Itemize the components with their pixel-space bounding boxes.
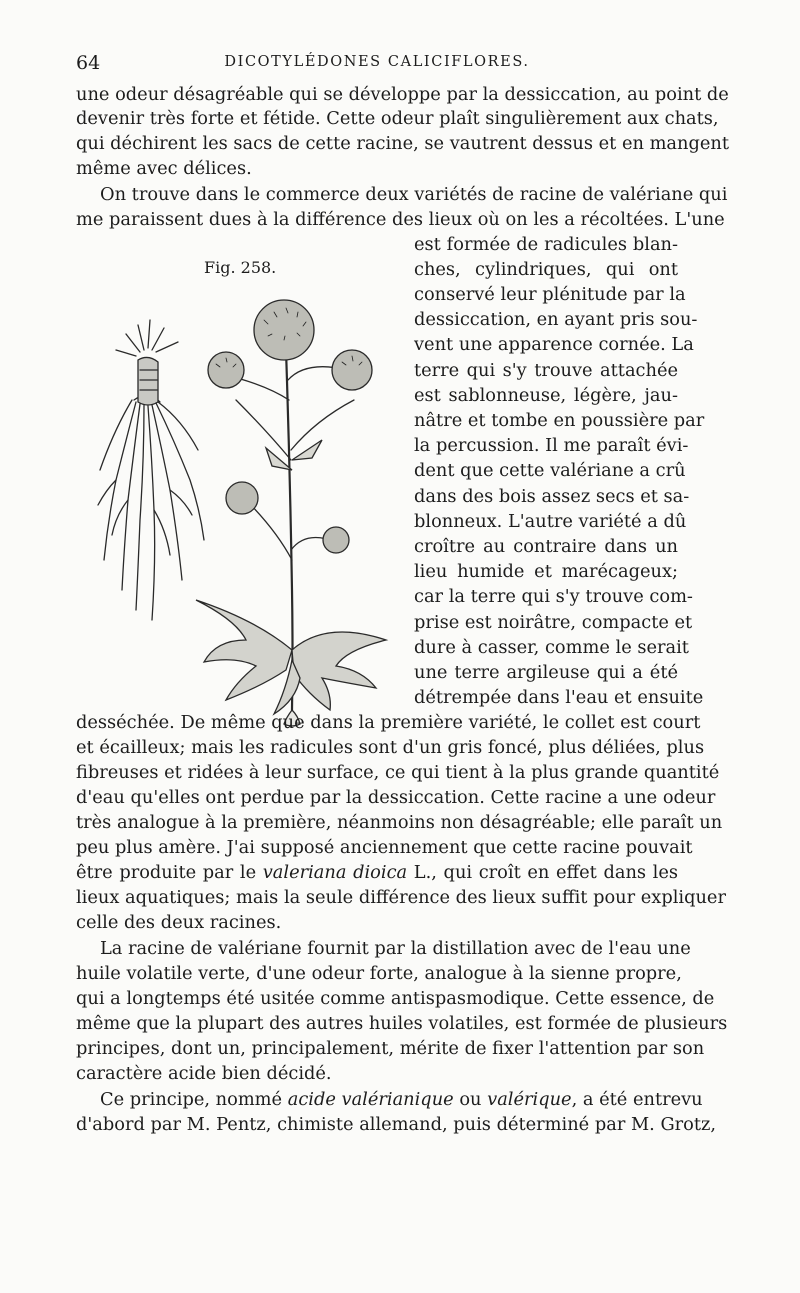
text-line: car la terre qui s'y trouve com- <box>414 586 693 607</box>
text-line: vent une apparence cornée. La <box>414 334 694 355</box>
species-name: valeriana dioica <box>262 862 408 883</box>
text-run: L., qui croît en effet dans les <box>413 862 679 883</box>
acid-name: acide valérianique <box>287 1089 454 1110</box>
figure-caption: Fig. 258. <box>204 258 277 277</box>
text-line: lieu humide et marécageux; <box>414 561 678 582</box>
text-line: celle des deux racines. <box>76 912 282 933</box>
text-line: terre qui s'y trouve attachée <box>414 360 678 381</box>
text-line: dans des bois assez secs et sa- <box>414 486 690 507</box>
page-header <box>76 52 678 76</box>
text-line: conservé leur plénitude par la <box>414 284 686 305</box>
basal-leaves-drawing <box>196 600 386 714</box>
text-line: devenir très forte et fétide. Cette odeur plaît singulièrement aux chats, <box>76 108 719 129</box>
text-line: est sablonneuse, légère, jau- <box>414 385 678 406</box>
text-line: huile volatile verte, d'une odeur forte, analogue à la sienne propre, <box>76 963 682 984</box>
text-line: la percussion. Il me paraît évi- <box>414 435 689 456</box>
text-line <box>100 1088 703 1112</box>
text-line: nâtre et tombe en poussière par <box>414 410 705 431</box>
text-line: qui a longtemps été usitée comme antispasmodique. Cette essence, de <box>76 988 715 1009</box>
text-line: d'eau qu'elles ont perdue par la dessiccation. Cette racine a une odeur <box>76 787 716 808</box>
text-line: et écailleux; mais les radicules sont d'un gris foncé, plus déliées, plus <box>76 737 705 758</box>
text-line <box>76 861 678 885</box>
page-number: 64 <box>76 52 101 74</box>
text-line: une odeur désagréable qui se développe par la dessiccation, au point de <box>76 84 729 105</box>
text-line: dessiccation, en ayant pris sou- <box>414 309 698 330</box>
text-line: d'abord par M. Pentz, chimiste allemand, puis déterminé par M. Grotz, <box>76 1114 717 1135</box>
text-run: Ce principe, nommé <box>100 1089 283 1110</box>
text-line: détrempée dans l'eau et ensuite <box>414 687 704 708</box>
text-line: est formée de radicules blan- <box>414 234 678 255</box>
text-run: ou <box>459 1089 482 1110</box>
text-line: dent que cette valériane a crû <box>414 460 686 481</box>
text-line: une terre argileuse qui a été <box>414 662 678 683</box>
text-line: fibreuses et ridées à leur surface, ce qui tient à la plus grande quantité <box>76 762 720 783</box>
text-line: même avec délices. <box>76 158 252 179</box>
text-line: peu plus amère. J'ai supposé anciennement que cette racine pouvait <box>76 837 693 858</box>
text-line: qui déchirent les sacs de cette racine, se vautrent dessus et en mangent <box>76 133 729 154</box>
text-line: blonneux. L'autre variété a dû <box>414 511 687 532</box>
valerian-plant-illustration <box>86 290 406 730</box>
text-line: La racine de valériane fournit par la distillation avec de l'eau une <box>100 938 691 959</box>
text-run: , a été entrevu <box>571 1089 703 1110</box>
text-line: dure à casser, comme le serait <box>414 637 689 658</box>
text-line: desséchée. De même que dans la première variété, le collet est court <box>76 712 701 733</box>
text-line: lieux aquatiques; mais la seule différence des lieux suffit pour expliquer <box>76 887 726 908</box>
text-run: être produite par le <box>76 862 257 883</box>
text-line: ches, cylindriques, qui ont <box>414 259 678 280</box>
text-line: me paraissent dues à la différence des lieux où on les a récoltées. L'une <box>76 209 725 230</box>
acid-name: valérique <box>487 1089 572 1110</box>
text-line: On trouve dans le commerce deux variétés de racine de valériane qui <box>100 184 728 205</box>
text-line: très analogue à la première, néanmoins non désagréable; elle paraît un <box>76 812 723 833</box>
text-line: croître au contraire dans un <box>414 536 678 557</box>
text-line: prise est noirâtre, compacte et <box>414 612 693 633</box>
root-bundle-drawing <box>98 320 204 620</box>
running-title: DICOTYLÉDONES CALICIFLORES. <box>224 54 530 70</box>
text-line: même que la plupart des autres huiles volatiles, est formée de plusieurs <box>76 1013 728 1034</box>
text-line: caractère acide bien décidé. <box>76 1063 332 1084</box>
text-line: principes, dont un, principalement, mérite de fixer l'attention par son <box>76 1038 705 1059</box>
